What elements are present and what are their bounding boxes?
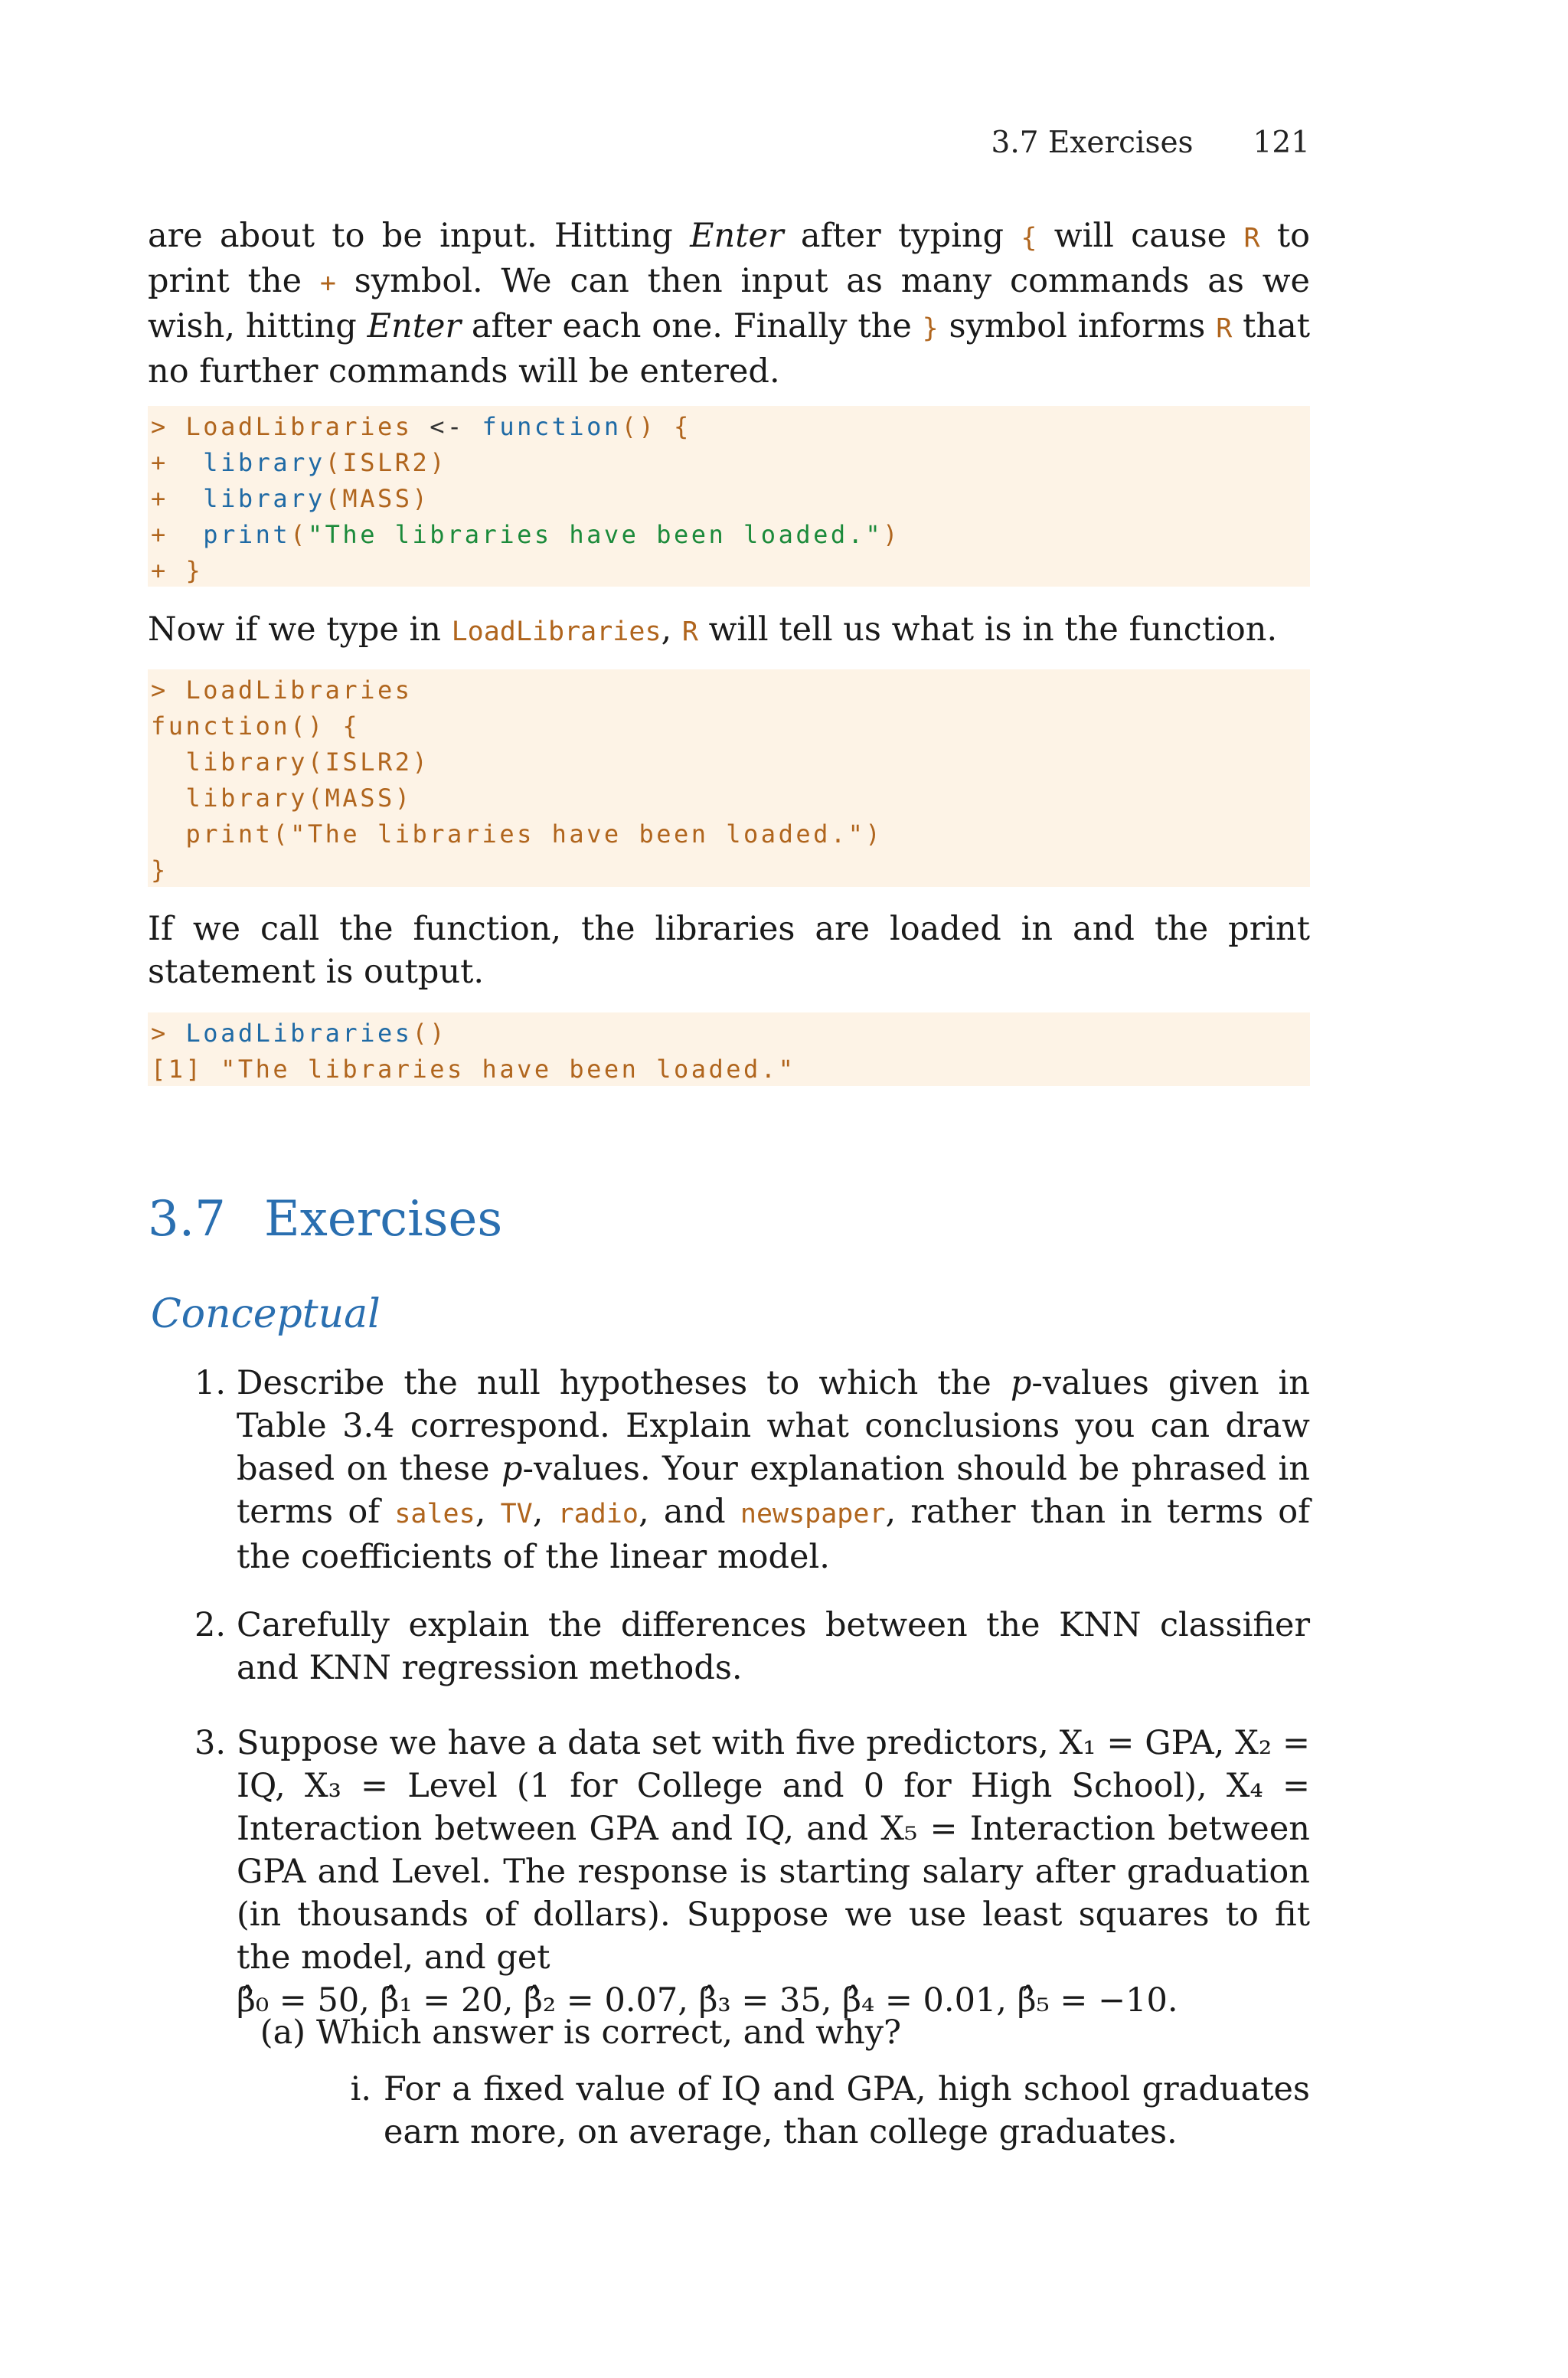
exercise-3-number: 3. [194,1724,226,1762]
exercise-3a-text: Which answer is correct, and why? [316,2013,902,2052]
exercise-3a-option-i [350,2068,1310,2154]
exercise-2-text: Carefully explain the differences between the KNN classifier and KNN regression methods. [237,1606,1310,1687]
page-number: 121 [1253,126,1310,160]
code-block-define-function: > LoadLibraries <- function() { + library(ISLR2) + library(MASS) + print("The libraries have been loaded.") + } [148,406,1310,587]
exercise-3a [260,2011,1310,2054]
section-number: 3.7 [148,1191,226,1248]
exercise-3 [194,1722,1310,2022]
running-head [991,126,1310,160]
exercise-1: 1. Describe the null hypotheses to which the p-values given in Table 3.4 correspond. Explain what conclusions you can draw based on these p-values. Your explanation should be phrased in terms of sales, TV, radio, and newspaper, rather than in terms of the coefficients of the linear model. [237,1362,1310,1578]
running-head-section: 3.7 Exercises [991,126,1194,160]
exercise-3a-label: (a) [260,2013,305,2052]
exercise-2-number: 2. [194,1606,226,1644]
intro-paragraph: are about to be input. Hitting Enter after typing { will cause R to print the + symbol. We can then input as many commands as we wish, hitting Enter after each one. Finally the } symbol informs R that no further commands will be entered. [148,217,1311,391]
subsection-heading: Conceptual [151,1291,381,1337]
code-block-show-function: > LoadLibraries function() { library(ISLR2) library(MASS) print("The libraries have been loaded.") } [148,669,1310,887]
paragraph-call-function: If we call the function, the libraries are loaded in and the print statement is output. [148,910,1310,991]
exercise-3-text: Suppose we have a data set with five predictors, X₁ = GPA, X₂ = IQ, X₃ = Level (1 for College and 0 for High School), X₄ = Interaction between GPA and IQ, and X₅ = Interaction between GPA and Level. The response is starting salary after graduation (in thousands of dollars). Suppose we use least squares to fit the model, and get [237,1724,1310,1977]
section-title: Exercises [264,1191,503,1248]
section-heading [148,1191,502,1248]
option-i-label: i. [350,2070,371,2108]
paragraph-print-function: Now if we type in LoadLibraries, R will tell us what is in the function. [148,610,1278,649]
exercise-3-coefficients: β̂₀ = 50, β̂₁ = 20, β̂₂ = 0.07, β̂₃ = 35, β̂₄ = 0.01, β̂₅ = −10. [237,1981,1178,2020]
option-i-text: For a fixed value of IQ and GPA, high school graduates earn more, on average, than college graduates. [384,2070,1310,2151]
code-block-call-function: > LoadLibraries() [1] "The libraries have been loaded." [148,1012,1310,1086]
exercise-2 [194,1604,1310,1689]
exercise-1-number: 1. [194,1364,226,1402]
